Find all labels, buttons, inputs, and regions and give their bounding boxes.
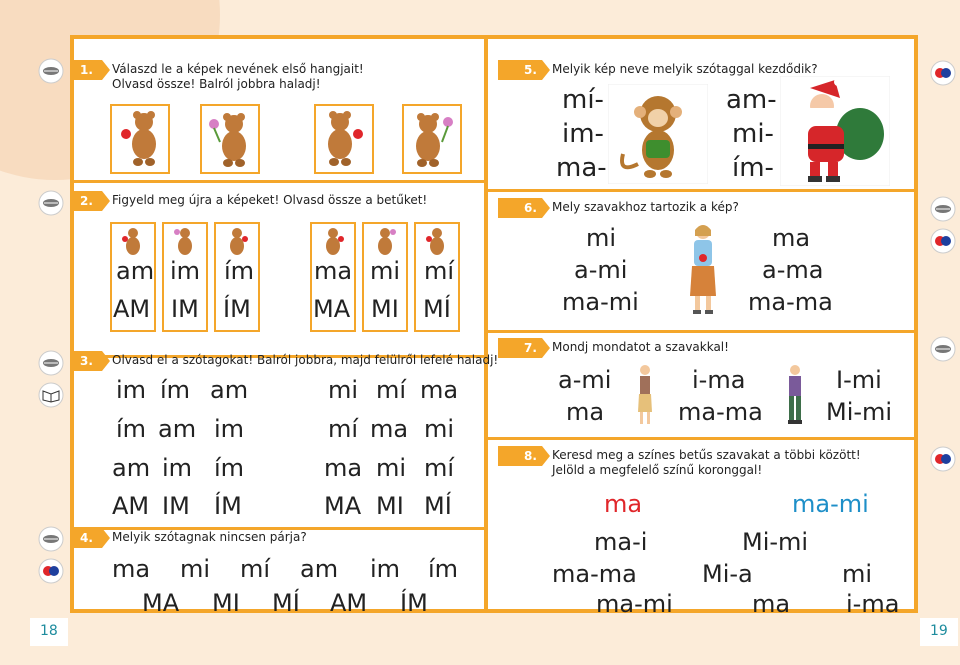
syllable: MA — [313, 295, 351, 323]
exercise-number: 6. — [498, 198, 542, 218]
section-divider — [488, 437, 914, 440]
syllable: AM — [112, 492, 150, 520]
syllable: ím — [428, 555, 459, 583]
syllable: MI — [376, 492, 404, 520]
syllable: im — [116, 376, 147, 404]
color-dots-icon — [38, 558, 64, 584]
syllable: am — [158, 415, 197, 443]
bear-apple-image — [116, 110, 164, 170]
word: ma — [752, 590, 791, 618]
woman-small-image — [634, 364, 656, 428]
syllable: IM — [171, 295, 199, 323]
syllable: MÍ — [272, 589, 300, 617]
syllable: am — [116, 257, 155, 285]
instruction: Melyik szótagnak nincsen párja? — [112, 530, 307, 544]
bear-flower-image — [206, 110, 254, 170]
bear-small-image — [373, 226, 397, 256]
syllable: am — [210, 376, 249, 404]
syllable: mí — [240, 555, 271, 583]
book-icon — [38, 382, 64, 408]
woman-image — [680, 222, 726, 316]
syllable-prefix: am- — [726, 85, 777, 115]
word: i-ma — [692, 366, 746, 394]
exercise-number: 2. — [74, 191, 102, 211]
syllable-prefix: mí- — [562, 85, 604, 115]
syllable: AM — [113, 295, 151, 323]
section-divider — [488, 189, 914, 192]
bear-small-image — [425, 226, 449, 256]
syllable: im — [370, 555, 401, 583]
syllable: ma — [314, 257, 353, 285]
syllable: mí — [424, 454, 455, 482]
syllable: MI — [371, 295, 399, 323]
syllable-prefix: ím- — [732, 153, 774, 183]
target-word-blue: ma-mi — [792, 490, 869, 518]
syllable: ím — [116, 415, 147, 443]
word: mi — [842, 560, 873, 588]
syllable: mi — [180, 555, 211, 583]
instruction: Melyik kép neve melyik szótaggal kezdődik? — [552, 62, 818, 76]
syllable: IM — [162, 492, 190, 520]
syllable: mi — [328, 376, 359, 404]
bear-small-image — [121, 226, 145, 256]
syllable: ím — [160, 376, 191, 404]
bear-small-image — [225, 226, 249, 256]
section-divider — [74, 180, 484, 183]
word: a-mi — [558, 366, 612, 394]
bear-apple-image — [320, 110, 368, 170]
word: Mi-mi — [742, 528, 809, 556]
syllable-prefix: im- — [562, 119, 604, 149]
syllable: AM — [330, 589, 368, 617]
page-divider — [484, 39, 488, 609]
syllable: mi — [370, 257, 401, 285]
lips-icon — [930, 336, 956, 362]
instruction: Keresd meg a színes betűs szavakat a többi között! Jelöld a megfelelő színű koronggal! — [552, 448, 861, 477]
syllable: MA — [324, 492, 362, 520]
syllable: ím — [224, 257, 255, 285]
instruction: Figyeld meg újra a képeket! Olvasd össze a betűket! — [112, 193, 428, 207]
syllable: mí — [328, 415, 359, 443]
word: I-mi — [836, 366, 882, 394]
syllable: im — [162, 454, 193, 482]
syllable: ma — [112, 555, 151, 583]
instruction: Olvasd el a szótagokat! Balról jobbra, majd felülről lefelé haladj! — [112, 353, 499, 367]
bear-small-image — [321, 226, 345, 256]
color-dots-icon — [930, 60, 956, 86]
word: ma — [566, 398, 605, 426]
lips-icon — [38, 58, 64, 84]
syllable: mi — [376, 454, 407, 482]
monkey-image — [608, 84, 708, 184]
syllable-prefix: mi- — [732, 119, 774, 149]
word: ma — [772, 224, 811, 252]
bear-small-image — [173, 226, 197, 256]
lips-icon — [38, 350, 64, 376]
word: Mi-a — [702, 560, 753, 588]
target-word-red: ma — [604, 490, 643, 518]
bear-flower-image — [408, 110, 456, 170]
word: a-ma — [762, 256, 824, 284]
syllable: MÍ — [423, 295, 451, 323]
exercise-number: 1. — [74, 60, 102, 80]
syllable: MI — [212, 589, 240, 617]
syllable: MÍ — [424, 492, 452, 520]
lips-icon — [38, 190, 64, 216]
instruction: Válaszd le a képek nevének első hangjait! Olvasd össze! Balról jobbra haladj! — [112, 62, 364, 91]
page-number-right: 19 — [930, 623, 948, 639]
man-small-image — [784, 364, 806, 428]
word: ma-ma — [552, 560, 637, 588]
syllable: am — [300, 555, 339, 583]
syllable: ÍM — [400, 589, 428, 617]
section-divider — [488, 330, 914, 333]
syllable-prefix: ma- — [556, 153, 607, 183]
syllable: mí — [376, 376, 407, 404]
word: ma-ma — [678, 398, 763, 426]
syllable: mí — [424, 257, 455, 285]
word: i-ma — [846, 590, 900, 618]
syllable: ma — [324, 454, 363, 482]
word: ma-i — [594, 528, 648, 556]
instruction: Mondj mondatot a szavakkal! — [552, 340, 729, 354]
color-dots-icon — [930, 228, 956, 254]
exercise-number: 8. — [498, 446, 542, 466]
word: ma-mi — [562, 288, 639, 316]
page-number-left: 18 — [40, 623, 58, 639]
syllable: mi — [424, 415, 455, 443]
word: mi — [586, 224, 617, 252]
santa-image — [780, 76, 890, 186]
syllable: ím — [214, 454, 245, 482]
syllable: am — [112, 454, 151, 482]
lips-icon — [38, 526, 64, 552]
lips-icon — [930, 196, 956, 222]
syllable: MA — [142, 589, 180, 617]
word: Mi-mi — [826, 398, 893, 426]
word: ma-ma — [748, 288, 833, 316]
syllable: ma — [420, 376, 459, 404]
syllable: ma — [370, 415, 409, 443]
exercise-number: 3. — [74, 351, 102, 371]
syllable: ÍM — [223, 295, 251, 323]
exercise-number: 4. — [74, 528, 102, 548]
syllable: im — [170, 257, 201, 285]
exercise-number: 5. — [498, 60, 542, 80]
word: ma-mi — [596, 590, 673, 618]
word: a-mi — [574, 256, 628, 284]
color-dots-icon — [930, 446, 956, 472]
exercise-number: 7. — [498, 338, 542, 358]
syllable: ÍM — [214, 492, 242, 520]
instruction: Mely szavakhoz tartozik a kép? — [552, 200, 739, 214]
syllable: im — [214, 415, 245, 443]
